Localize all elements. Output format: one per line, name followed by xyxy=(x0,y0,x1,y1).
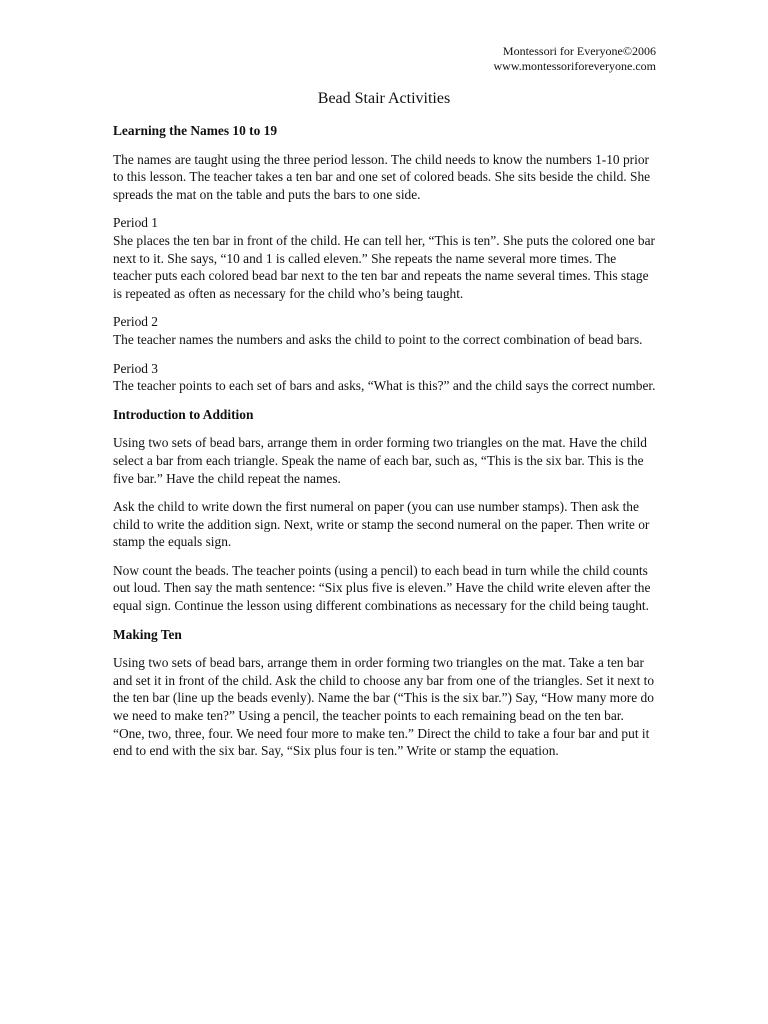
paragraph: Now count the beads. The teacher points (using a pencil) to each bead in turn while the child counts out loud. Then say the math sentence: “Six plus five is eleven.” Have the child write eleven after the equal sign. Continue the lesson using different combinations as necessary for the child being taught. xyxy=(113,562,651,614)
paragraph: Using two sets of bead bars, arrange them in order forming two triangles on the mat. Take a ten bar and set it in front of the child. Ask the child to choose any bar from one of the triangles. Set it next to the ten bar (line up the beads evenly). Name the bar (“This is the six bar.”) Say, “How many more do we need to make ten?” Using a pencil, the teacher points to each remaining bead on the ten bar. “One, two, three, four. We need four more to make ten.” Direct the child to take a four bar and put it end to end with the six bar. Say, “Six plus four is ten.” Write or stamp the equation. xyxy=(113,655,655,759)
document-title: Bead Stair Activities xyxy=(317,90,451,107)
section-addition xyxy=(113,406,658,615)
period-1 xyxy=(113,214,658,302)
period-label: Period 1 xyxy=(113,215,159,231)
document-body xyxy=(113,122,658,771)
section-heading: Making Ten xyxy=(113,626,182,642)
section-heading: Learning the Names 10 to 19 xyxy=(113,123,278,138)
period-label: Period 3 xyxy=(113,360,159,376)
period-3 xyxy=(113,360,658,395)
section-heading: Introduction to Addition xyxy=(113,406,254,422)
header-copyright: Montessori for Everyone©2006 xyxy=(502,44,656,58)
period-text: The teacher points to each set of bars and asks, “What is this?” and the child says the correct number. xyxy=(113,378,656,394)
section-learning-names xyxy=(113,122,658,395)
header-url: www.montessoriforeveryone.com xyxy=(493,59,656,73)
paragraph: The names are taught using the three period lesson. The child needs to know the numbers 1-10 prior to this lesson. The teacher takes a ten bar and one set of colored beads. She sits beside the child. She spreads the mat on the table and puts the bars to one side. xyxy=(113,151,651,202)
page-header xyxy=(493,44,656,74)
period-text: She places the ten bar in front of the child. He can tell her, “This is ten”. She puts the colored one bar next to it. She says, “10 and 1 is called eleven.” She repeats the name several more times. The teacher puts each colored bead bar next to the ten bar and repeats the name several times. This stage is repeated as often as necessary for the child who’s being taught. xyxy=(113,232,655,301)
paragraph: Using two sets of bead bars, arrange them in order forming two triangles on the mat. Have the child select a bar from each triangle. Speak the name of each bar, such as, “This is the six bar. This is the five bar.” Have the child repeat the names. xyxy=(113,435,647,486)
section-making-ten xyxy=(113,626,658,760)
period-2 xyxy=(113,313,658,348)
period-label: Period 2 xyxy=(113,314,159,330)
paragraph: Ask the child to write down the first numeral on paper (you can use number stamps). Then ask the child to write the addition sign. Next, write or stamp the second numeral on the paper. Then write or stamp the equals sign. xyxy=(113,499,650,550)
period-text: The teacher names the numbers and asks the child to point to the correct combination of bead bars. xyxy=(113,331,643,347)
